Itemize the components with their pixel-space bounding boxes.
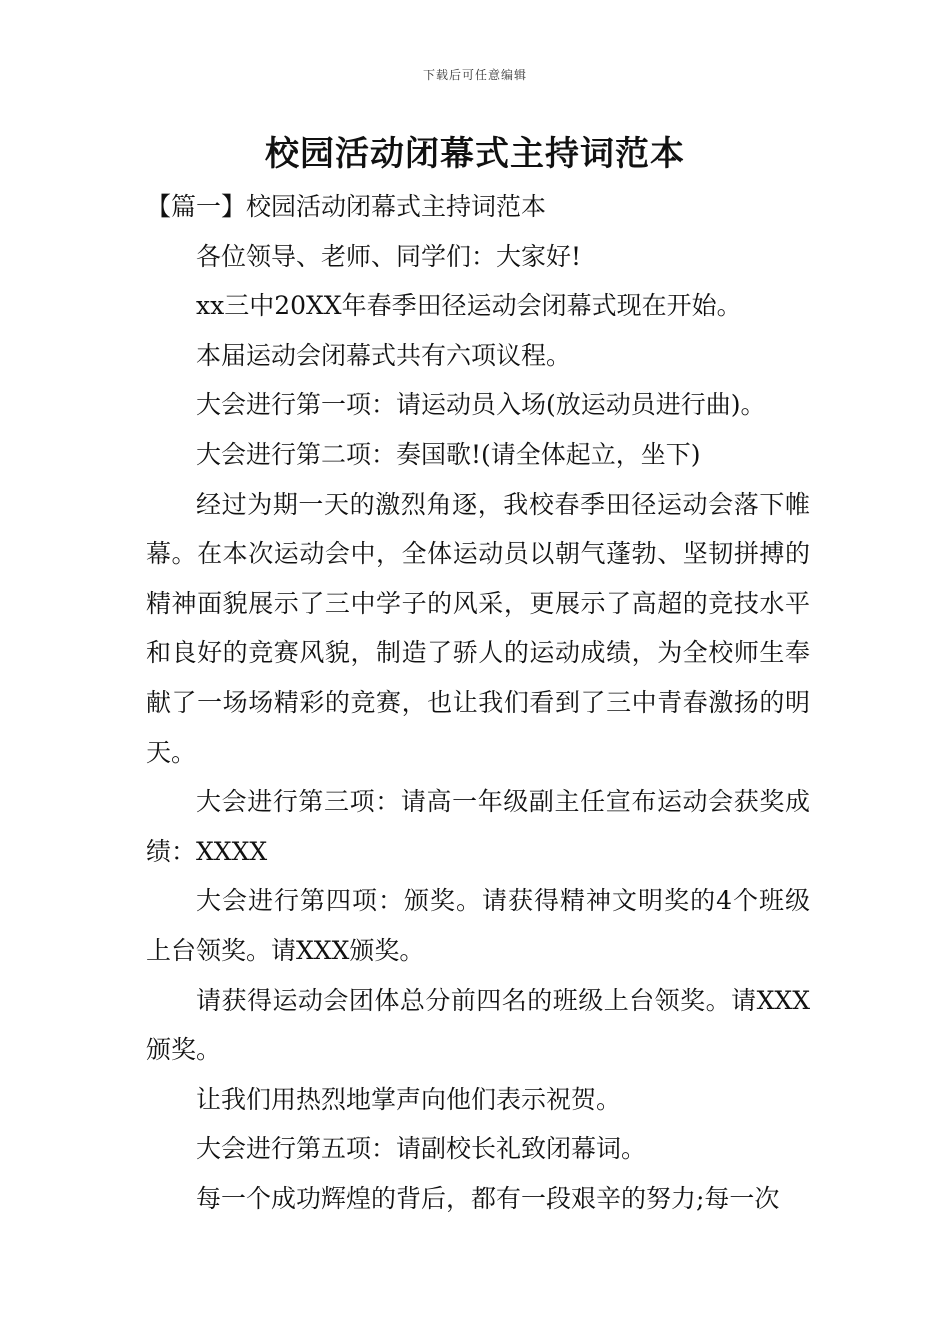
document-title: 校园活动闭幕式主持词范本	[265, 134, 685, 174]
paragraph: 每一个成功辉煌的背后，都有一段艰辛的努力;每一次	[196, 1183, 780, 1213]
document-body	[146, 182, 810, 1223]
paragraph: 请获得运动会团体总分前四名的班级上台领奖。请XXX颁奖。	[146, 985, 810, 1065]
paragraph: 让我们用热烈地掌声向他们表示祝贺。	[196, 1084, 622, 1114]
paragraph: 各位领导、老师、同学们：大家好!	[196, 241, 582, 271]
paragraph: xx三中20XX年春季田径运动会闭幕式现在开始。	[196, 291, 742, 321]
paragraph: 大会进行第三项：请高一年级副主任宣布运动会获奖成绩：XXXX	[146, 787, 810, 866]
paragraph: 大会进行第二项：奏国歌!(请全体起立，坐下)	[196, 439, 701, 469]
paragraph: 大会进行第一项：请运动员入场(放运动员进行曲)。	[196, 390, 766, 420]
paragraph: 本届运动会闭幕式共有六项议程。	[196, 340, 572, 370]
section-heading: 【篇一】校园活动闭幕式主持词范本	[146, 192, 547, 221]
paragraph: 大会进行第四项：颁奖。请获得精神文明奖的4个班级上台领奖。请XXX颁奖。	[146, 886, 810, 965]
paragraph: 经过为期一天的激烈角逐，我校春季田径运动会落下帷幕。在本次运动会中，全体运动员以朝气蓬勃、坚韧拼搏的精神面貌展示了三中学子的风采，更展示了高超的竞技水平和良好的竞赛风貌，制造了骄人的运动成绩，为全校师生奉献了一场场精彩的竞赛，也让我们看到了三中青春激扬的明天。	[146, 489, 810, 767]
header-note: 下载后可任意编辑	[422, 68, 527, 82]
paragraph: 大会进行第五项：请副校长礼致闭幕词。	[196, 1134, 647, 1164]
